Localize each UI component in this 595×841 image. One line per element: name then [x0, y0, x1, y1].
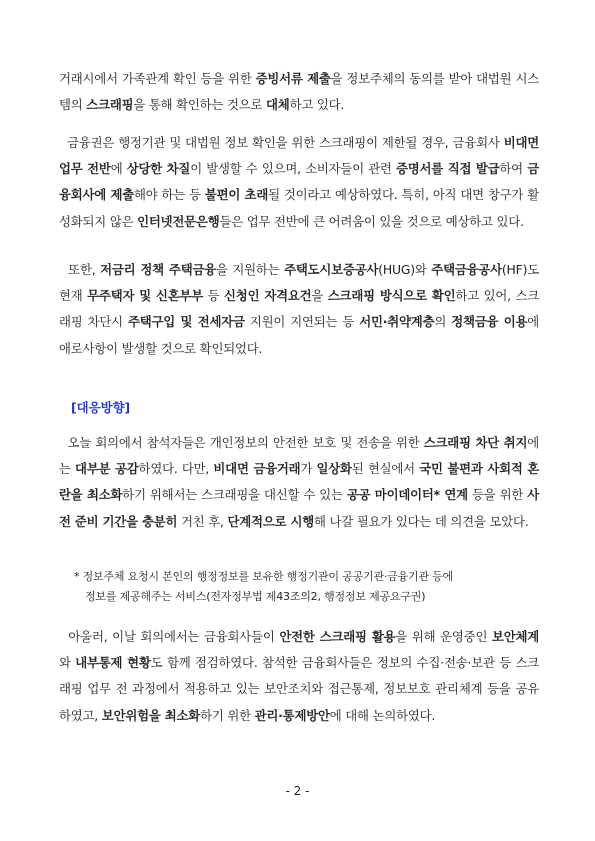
body-text: 등 [203, 288, 225, 304]
body-text: 의 [434, 314, 452, 330]
emphasis-text: 주택구입 및 전세자금 [127, 314, 245, 330]
emphasis-text: 상당한 차질 [126, 161, 191, 177]
emphasis-text: 정책금융 이용 [451, 314, 528, 330]
emphasis-text: 내부통제 현황 [75, 655, 151, 671]
emphasis-text: 인터넷전문은행 [137, 213, 220, 229]
body-text: 와 [59, 655, 76, 671]
body-text: 지원이 지연되는 등 [244, 314, 360, 330]
emphasis-text: 스크래핑 방식으로 확인 [327, 288, 456, 304]
footnote-line-2: 정보를 제공해주는 서비스(전자정부법 제43조의2, 행정정보 제공요구권) [85, 590, 426, 603]
body-text: 들은 업무 전반에 큰 어려움이 있을 것으로 예상하고 있다. [219, 213, 524, 229]
body-text: 에 애로사항이 발생할 것으로 확인되었다. [59, 314, 540, 356]
emphasis-text: 주택금융공사 [431, 262, 502, 277]
footnote [74, 567, 544, 607]
body-text: 에 [110, 161, 127, 177]
body-text: 해 나갈 필요가 있다는 데 의견을 모았다. [314, 513, 529, 529]
body-text: 하기 위해서는 스크래핑을 대신할 수 있는 [122, 487, 347, 503]
emphasis-text: 보안체계 [491, 629, 539, 644]
page-number: - 2 - [285, 784, 310, 798]
emphasis-text: 서민·취약계층 [359, 314, 435, 330]
paragraph-financial-sector-impact [59, 130, 539, 235]
body-text: 하고 있어, 스크래핑 차단시 [59, 288, 540, 330]
emphasis-text: 공공 마이데이터* 연계 [346, 487, 468, 503]
body-text: 등을 위한 [467, 487, 528, 503]
body-text: 또한, [59, 262, 101, 277]
paragraph-security-review [59, 624, 539, 729]
body-text: 을 [311, 288, 328, 304]
body-text: 이 발생할 수 있으며, 소비자들이 관련 [190, 161, 396, 177]
body-text: 오늘 회의에서 참석자들은 개인정보의 안전한 보호 및 전송을 위한 [59, 435, 424, 450]
emphasis-text: 비대면 업무 전반 [59, 135, 539, 177]
paragraph-meeting-consensus [59, 430, 539, 535]
emphasis-text: 단계적으로 시행 [227, 513, 315, 529]
body-text: 가 [300, 461, 317, 477]
paragraph-verification-docs [59, 66, 539, 118]
section-heading-response: [대응방향] [71, 400, 131, 415]
emphasis-text: 대부분 공감 [75, 461, 139, 477]
emphasis-text: 보안위험을 최소화 [101, 707, 201, 723]
emphasis-text: 관리·통제방안 [254, 707, 330, 723]
body-text: 을 위해 운영중인 [395, 629, 492, 644]
emphasis-text: 주택도시보증공사 [284, 262, 379, 277]
body-text: 에는 [59, 435, 539, 477]
paragraph-housing-finance-impact [59, 257, 539, 362]
body-text: 금융권은 행정기관 및 대법원 정보 확인을 위한 스크래핑이 제한될 경우, 금융회사 [59, 135, 504, 150]
emphasis-text: 저금리 정책 주택금융 [100, 262, 217, 277]
body-text: (HUG)와 [378, 262, 432, 277]
emphasis-text: 신청인 자격요건 [224, 288, 312, 304]
body-text: (HF)도 현재 [59, 262, 540, 304]
emphasis-text: 사전 준비 기간을 충분히 [59, 487, 539, 529]
emphasis-text: 증명서를 직접 발급 [396, 161, 500, 177]
body-text: 거친 후, [177, 513, 228, 529]
body-text: 하였다. 다만, [138, 461, 214, 477]
body-text: 에 대해 논의하였다. [329, 707, 436, 723]
emphasis-text: 안전한 스크래핑 활용 [279, 629, 396, 644]
body-text: 도 함께 점검하였다. 참석한 금융회사들은 정보의 수집·전송·보관 등 스크래핑 업무 전 과정에서 적용하고 있는 보안조치와 접근통제, 정보보호 관리체계 등을 공유하였고, [59, 655, 540, 723]
emphasis-text: 무주택자 및 신혼부부 [87, 288, 204, 304]
body-text: 된 현실에서 [351, 461, 420, 477]
footnote-line-1: * 정보주체 요청시 본인의 행정정보를 보유한 행정기관이 공공기관·금융기관 등에 [74, 570, 454, 583]
body-text: 을 통해 확인하는 것으로 [133, 97, 267, 113]
emphasis-text: 국민 불편과 사회적 혼란을 최소화 [59, 461, 540, 503]
body-text: 하여 [499, 161, 528, 177]
body-text: 될 것이라고 예상하였다. 특히, 아직 대면 창구가 활성화되지 않은 [59, 187, 539, 229]
emphasis-text: 비대면 금융거래 [213, 461, 301, 477]
emphasis-text: 불편이 초래 [204, 187, 269, 203]
emphasis-text: 대체 [266, 97, 290, 113]
body-text: 하기 위한 [200, 707, 255, 723]
body-text: 거래시에서 가족관계 확인 등을 위한 [59, 71, 256, 86]
body-text: 을 지원하는 [216, 262, 285, 277]
body-text: 아울러, 이날 회의에서는 금융회사들이 [59, 629, 280, 644]
body-text: 해야 하는 등 [134, 187, 205, 203]
emphasis-text: 스크래핑 [86, 97, 134, 113]
emphasis-text: 금융회사에 제출 [59, 161, 539, 203]
body-text: 을 정보주체의 동의를 받아 대법원 시스템의 [59, 71, 539, 113]
emphasis-text: 일상화 [316, 461, 352, 477]
emphasis-text: 증빙서류 제출 [255, 71, 331, 86]
body-text: 하고 있다. [289, 97, 345, 113]
emphasis-text: 스크래핑 차단 취지 [423, 435, 528, 450]
